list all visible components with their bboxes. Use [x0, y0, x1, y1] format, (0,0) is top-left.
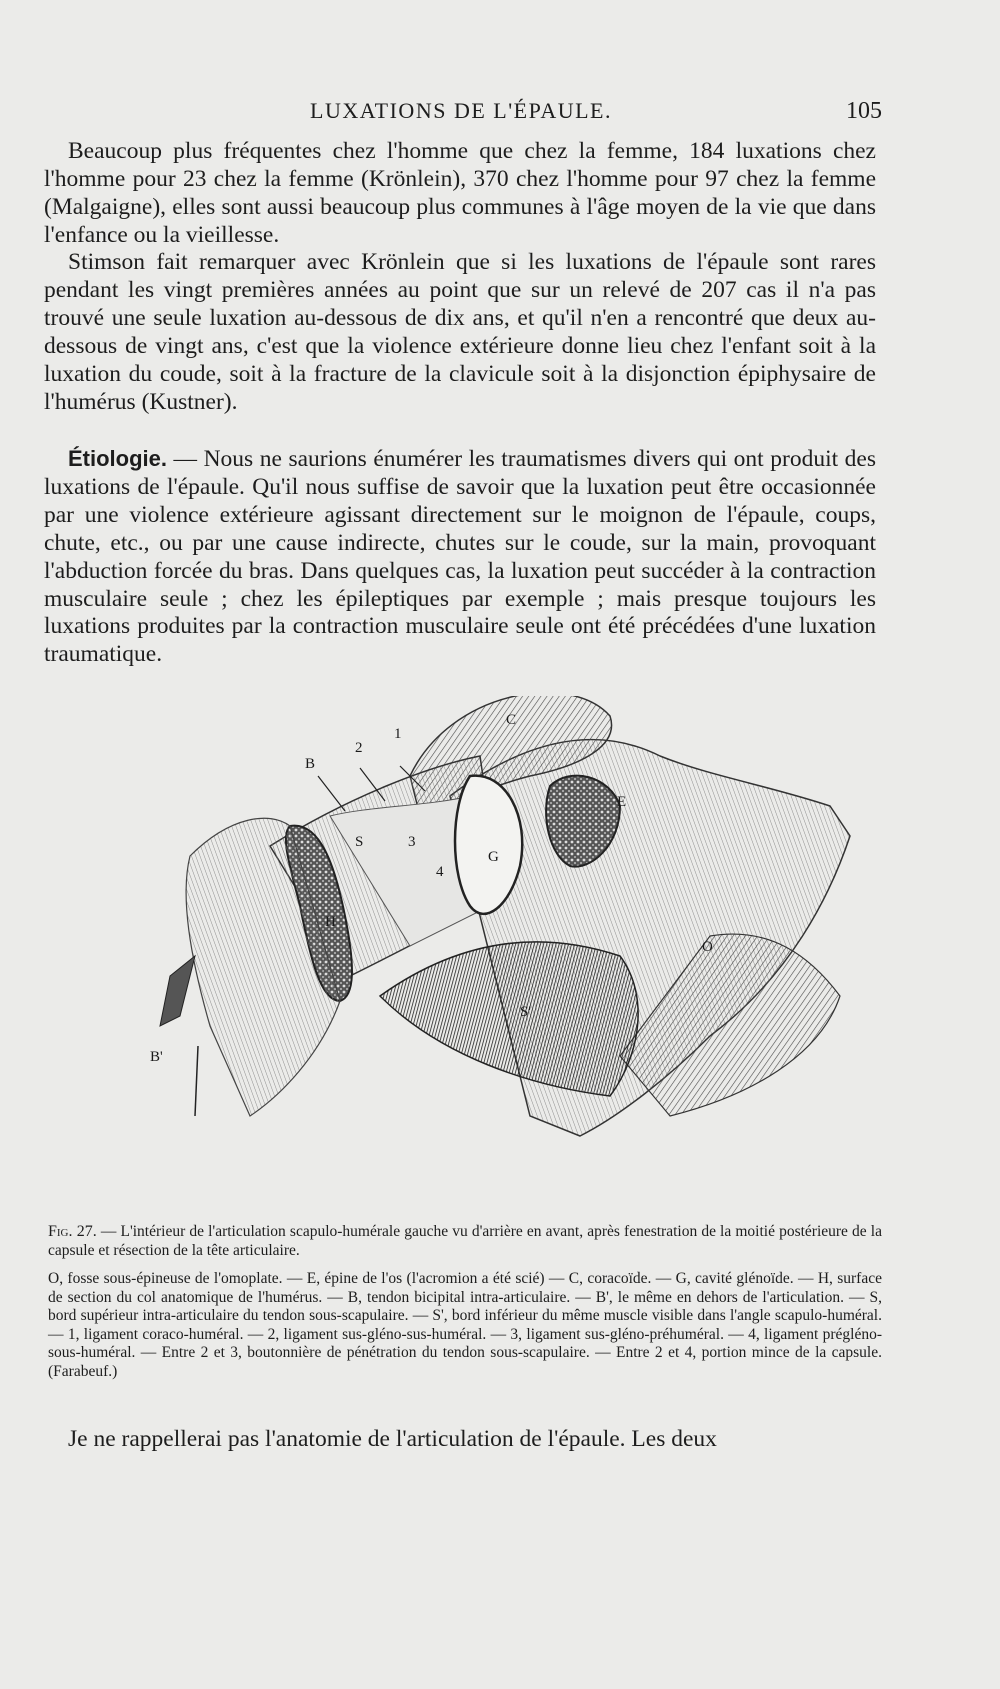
- page-number: 105: [846, 98, 882, 124]
- label-S: S: [355, 834, 364, 850]
- label-E: E: [617, 794, 627, 810]
- label-B: B: [305, 756, 316, 772]
- figure-caption-text: — L'intérieur de l'articulation scapulo-humérale gauche vu d'arrière en avant, après fenestration de la moitié postérieure de la capsule et résection de la tête articulaire.: [48, 1223, 882, 1259]
- label-H: H: [325, 914, 336, 930]
- label-4: 4: [436, 864, 444, 880]
- label-S-prime: S': [520, 1004, 532, 1020]
- figure-caption: [48, 1222, 882, 1260]
- paragraph-frequency: Beaucoup plus fréquentes chez l'homme que chez la femme, 184 luxations chez l'homme pour 23 chez la femme (Krönlein), 370 chez l'homme pour 97 chez la femme (Malgaigne), elles sont aussi beaucoup plus communes à l'âge moyen de la vie que dans l'enfance ou la vieillesse.: [44, 138, 876, 248]
- paragraph-anatomy: Je ne rappellerai pas l'anatomie de l'articulation de l'épaule. Les deux: [68, 1426, 717, 1452]
- paragraph-stimson: Stimson fait remarquer avec Krönlein que si les luxations de l'épaule sont rares pendant les vingt premières années au point que sur un relevé de 207 cas il n'a pas trouvé une seule luxation au-dessous de dix ans, et qu'il n'en a rencontré que deux au-dessous de vingt ans, c'est que la violence extérieure donne lieu chez l'enfant soit à la luxation du coude, soit à la fracture de la clavicule soit à la disjonction épiphysaire de l'humérus (Kustner).: [44, 249, 876, 415]
- running-title: LUXATIONS DE L'ÉPAULE.: [310, 98, 612, 123]
- label-3: 3: [408, 834, 416, 850]
- label-2: 2: [355, 740, 363, 756]
- etiology-text: — Nous ne saurions énumérer les traumatismes divers qui ont produit des luxations de l'épaule. Qu'il nous suffise de savoir que la luxation peut être occasionnée par une violence extérieure agissant directement sur le moignon de l'épaule, coups, chute, etc., ou par une cause indirecte, chutes sur le coude, sur la main, provoquant l'abduction forcée du bras. Dans quelques cas, la luxation peut succéder à la contraction musculaire seule ; chez les épileptiques par exemple ; mais presque toujours les luxations produites par la contraction musculaire seule ont été précédées d'une luxation traumatique.: [44, 446, 876, 668]
- section-heading-etiology: Étiologie.: [68, 446, 167, 471]
- figure-number: Fig. 27.: [48, 1223, 97, 1240]
- label-G: G: [488, 849, 499, 865]
- paragraph-etiology: [44, 445, 876, 669]
- anatomical-figure: [150, 696, 885, 1206]
- label-O: O: [702, 939, 713, 955]
- label-B-prime: B': [150, 1049, 163, 1065]
- label-1: 1: [394, 726, 402, 742]
- figure-legend: O, fosse sous-épineuse de l'omoplate. — E, épine de l'os (l'acromion a été scié) — C, coracoïde. — G, cavité glénoïde. — H, surface de section du col anatomique de l'humérus. — B, tendon bicipital intra-articulaire. — B', le même en dehors de l'articulation. — S, bord supérieur intra-articulaire du tendon sous-scapulaire. — S', bord inférieur du même muscle visible dans l'angle scapulo-huméral. — 1, ligament coraco-huméral. — 2, ligament sus-gléno-sus-huméral. — 3, ligament sus-gléno-préhuméral. — 4, ligament prégléno-sous-huméral. — Entre 2 et 3, boutonnière de pénétration du tendon sous-scapulaire. — Entre 2 et 4, portion mince de la capsule. (Farabeuf.): [48, 1270, 882, 1380]
- running-head: [60, 98, 880, 128]
- shoulder-joint-engraving: [150, 696, 885, 1206]
- subscapularis-lower: [380, 942, 638, 1096]
- label-C: C: [506, 712, 517, 728]
